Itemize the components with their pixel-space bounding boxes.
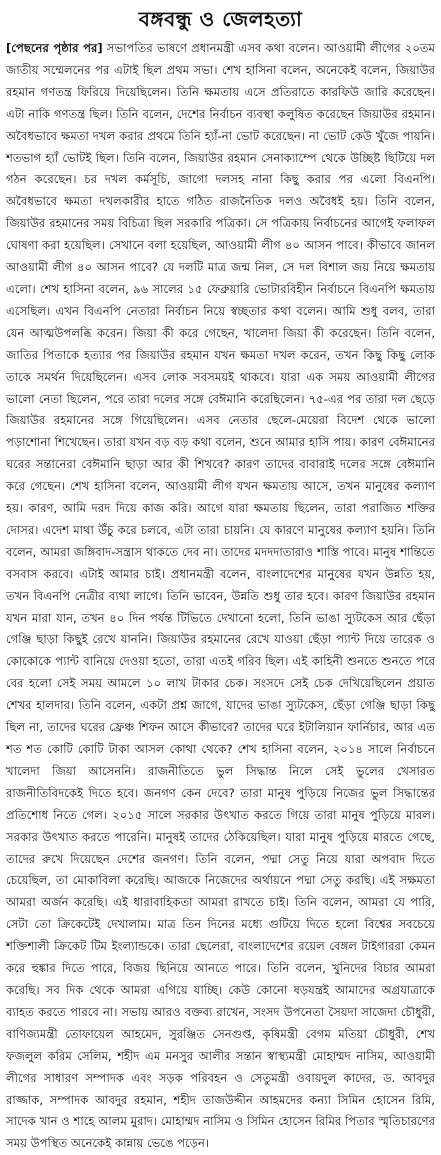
news-clipping bbox=[6, 6, 435, 1151]
article-text: সভাপতির ভাষণে প্রধানমন্ত্রী এসব কথা বলেন। আওয়ামী লীগের ২০তম জাতীয় সম্মেলনের পর এটাই ছিল প্রথম সভা। শেখ হাসিনা বলেন, অনেকেই বলেন, জিয়াউর রহমান গণতন্ত্র ফিরিয়ে দিয়েছিলেন। তিনি ক্ষমতায় এসে প্রতিরাতে কারফিউ জারি করেছেন। এটা নাকি গণতন্ত্র ছিল। তিনি বলেন, দেশের নির্বাচন ব্যবস্থা কলুষিত করেছেন জিয়াউর রহমান। অবৈধভাবে ক্ষমতা দখল করার প্রথমে তিনি হ্যাঁ-না ভোট করেছেন। না ভোট কেউ খুঁজে পায়নি। শতভাগ হ্যাঁ ভোটই ছিল। তিনি বলেন, জিয়াউর রহমান সেনাক্যাম্পে থেকে উচ্ছিষ্ট ছিটিয়ে দল গঠন করেছেন। চর দখল কর্মসূচি, জাগো দলসহ নানা কিছু করার পর এলো বিএনপি। অবৈধভাবে ক্ষমতা দখলকারীর হাতে গঠিত রাজনৈতিক দলও অবৈধই হয়। তিনি বলেন, জিয়াউর রহমানের সময় বিচিত্রা ছিল সরকারি পত্রিকা। সে পত্রিকায় নির্বাচনের আগেই ফলাফল ঘোষণা করা হয়েছিল। সেখানে বলা হয়েছিল, আওয়ামী লীগ ৪০ আসন পাবে। কীভাবে জানল আওয়ামী লীগ ৪০ আসন পাবে? যে দলটি মাত্র জন্ম নিল, সে দল বিশাল জয় নিয়ে ক্ষমতায় এলো। শেখ হাসিনা বলেন, ৯৬ সালের ১৫ ফেব্রুয়ারি ভোটারবিহীন নির্বাচনে বিএনপি ক্ষমতায় এসেছিল। এখন বিএনপি নেতারা নির্বাচন নিয়ে স্বচ্ছতার কথা বলেন। আমি শুধু বলব, তারা যেন আত্মউপলব্ধি করেন। জিয়া কী করে গেছেন, খালেদা জিয়া কী করেছেন। তিনি বলেন, জাতির পিতাকে হত্যার পর জিয়াউর রহমান যখন ক্ষমতা দখল করেন, তখন কিছু কিছু লোক তাকে সমর্থন দিয়েছিলেন। এসব লোক সবসময়ই থাকবে। যারা এক সময় আওয়ামী লীগের ভালো নেতা ছিলেন, পরে তারা দলের সঙ্গে বেঈমানি করেছিলেন। ৭৫-এর পর তারা দল ছেড়ে জিয়াউর রহমানের সঙ্গে গিয়েছিলেন। এসব নেতার ছেলে-মেয়েরা বিদেশ থেকে ভালো পড়াশোনা শিখেছেন। তারা যখন বড় বড় কথা বলেন, শুনে আমার হাসি পায়। কারণ বেঈমানের ঘরের সন্তানেরা বেঈমানি ছাড়া আর কী শিখবে? কারণ তাদের বাবারাই দলের সঙ্গে বেঈমানি করে গেছেন। শেখ হাসিনা বলেন, আওয়ামী লীগ যখন ক্ষমতায় আসে, তখন মানুষের কল্যাণ হয়। কারণ, আমি দরদ দিয়ে কাজ করি। আগে যারা ক্ষমতায় ছিলেন, তারা পরাজিত শক্তির দোসর। এদেশ মাথা উঁচু করে চলবে, এটা তারা চায়নি। যে কারণে মানুষের কল্যাণ হয়নি। তিনি বলেন, আমরা জঙ্গিবাদ-সন্ত্রাস থাকতে দেব না। তাদের মদদদাতারাও শাস্তি পাবে। মানুষ শান্তিতে বসবাস করবে। এটাই আমার চাই। প্রধানমন্ত্রী বলেন, বাংলাদেশের মানুষের যখন উন্নতি হয়, তখন বিএনপি নেত্রীর ব্যথা লাগে। তিনি ভাবেন, উন্নতি শুধু তার হবে। কারণ জিয়াউর রহমান যখন মারা যান, তখন ৪০ দিন পর্যন্ত টিভিতে দেখানো হলো, তিনি ভাঙা স্যুটকেস আর ছেঁড়া গেঞ্জি ছাড়া কিছুই রেখে যাননি। জিয়াউর রহমানের রেখে যাওয়া ছেঁড়া প্যান্ট দিয়ে তারেক ও কোকোকে প্যান্ট বানিয়ে দেওয়া হতো, তারা এতই গরিব ছিল। এই কাহিনী শুনতে শুনতে পরে বের হলো সেই সময় আমলে ১০ লাখ টাকার চেক। সংসদে সেই চেক দেখিয়েছিলেন প্রয়াত শেখর হালদার। তিনি বলেন, একটা প্রশ্ন জাগে, যাদের ভাঙা স্যুটকেস, ছেঁড়া গেঞ্জি ছাড়া কিছু ছিল না, তাদের ঘরের ফ্রেঞ্চ শিফন আসে কীভাবে? তাদের ঘরে ইটালিয়ান ফার্নিচার, আর এত শত শত কোটি কোটি টাকা আসল কোথা থেকে? শেখ হাসিনা বলেন, ২০১৪ সালে নির্বাচনে খালেদা জিয়া আসেননি। রাজনীতিতে ভুল সিদ্ধান্ত নিলে সেই ভুলের খেসারত রাজনীতিবিদকেই দিতে হবে। জনগণ কেন দেবে? তারা মানুষ পুড়িয়ে নিজের ভুল সিদ্ধান্তের প্রতিশোধ নিতে গেল। ২০১৫ সালে সরকার উৎখাত করতে গিয়ে তারা মানুষ পুড়িয়ে মারল। সরকার উৎখাত করতে পারেনি। মানুষই তাদের ঠেকিয়েছিল। যারা মানুষ পুড়িয়ে মারতে গেছে, তাদের রুখে দিয়েছেন দেশের জনগণ। তিনি বলেন, পদ্মা সেতু নিয়ে যারা অপবাদ দিতে চেয়েছিল, তা মোকাবিলা করেছি। আজকে নিজেদের অর্থায়নে পদ্মা সেতু করছি। এই সক্ষমতা আমরা অর্জন করেছি। এই ধারাবাহিকতা আমরা রাখতে চাই। তিনি বলেন, আমরা যে পারি, সেটা তো ক্রিকেটেই দেখালাম। মাত্র তিন দিনের মধ্যে গুটিয়ে দিতে হলো বিশ্বের সবচেয়ে শক্তিশালী ক্রিকেট টিম ইংল্যান্ডকে। তারা ছেলেরা, বাংলাদেশের রয়েল বেঙ্গল টাইগাররা কেমন করে হুঙ্কার দিতে পারে, বিজয় ছিনিয়ে আনতে পারে। তিনি বলেন, খুনিদের বিচার আমরা করেছি। সব দিক থেকে আমরা এগিয়ে যাচ্ছি। কেউ কোনো ষড়যন্ত্রই আমাদের অগ্রযাত্রাকে ব্যাহত করতে পারবে না। সভায় আরও বক্তব্য রাখেন, সংসদ উপনেতা সৈয়দা সাজেদা চৌধুরী, বাণিজ্যমন্ত্রী তোফায়েল আহমেদ, সুরঞ্জিত সেনগুপ্ত, কৃষিমন্ত্রী বেগম মতিয়া চৌধুরী, শেখ ফজলুল করিম সেলিম, শহীদ এম মনসুর আলীর সন্তান স্বাস্থ্যমন্ত্রী মোহাম্মদ নাসিম, আওয়ামী লীগের সাধারণ সম্পাদক এবং সড়ক পরিবহন ও সেতুমন্ত্রী ওবায়দুল কাদের, ড. আবদুর রাজ্জাক, সম্পাদক আবদুর রহমান, শহীদ তাজউদ্দীন আহমদের কন্যা সিমিন হোসেন রিমি, সাদেক খান ও শাহে আলম মুরাদ। মোহাম্মদ নাসিম ও সিমিন হোসেন রিমির পিতার স্মৃতিচারণের সময় উপস্থিত অনেকেই কান্নায় ভেঙে পড়েন। bbox=[6, 41, 435, 1151]
continuation-label: [পেছনের পৃষ্ঠার পর] bbox=[6, 41, 103, 55]
headline: বঙ্গবন্ধু ও জেলহত্যা bbox=[138, 7, 303, 31]
article-body bbox=[6, 38, 435, 1155]
